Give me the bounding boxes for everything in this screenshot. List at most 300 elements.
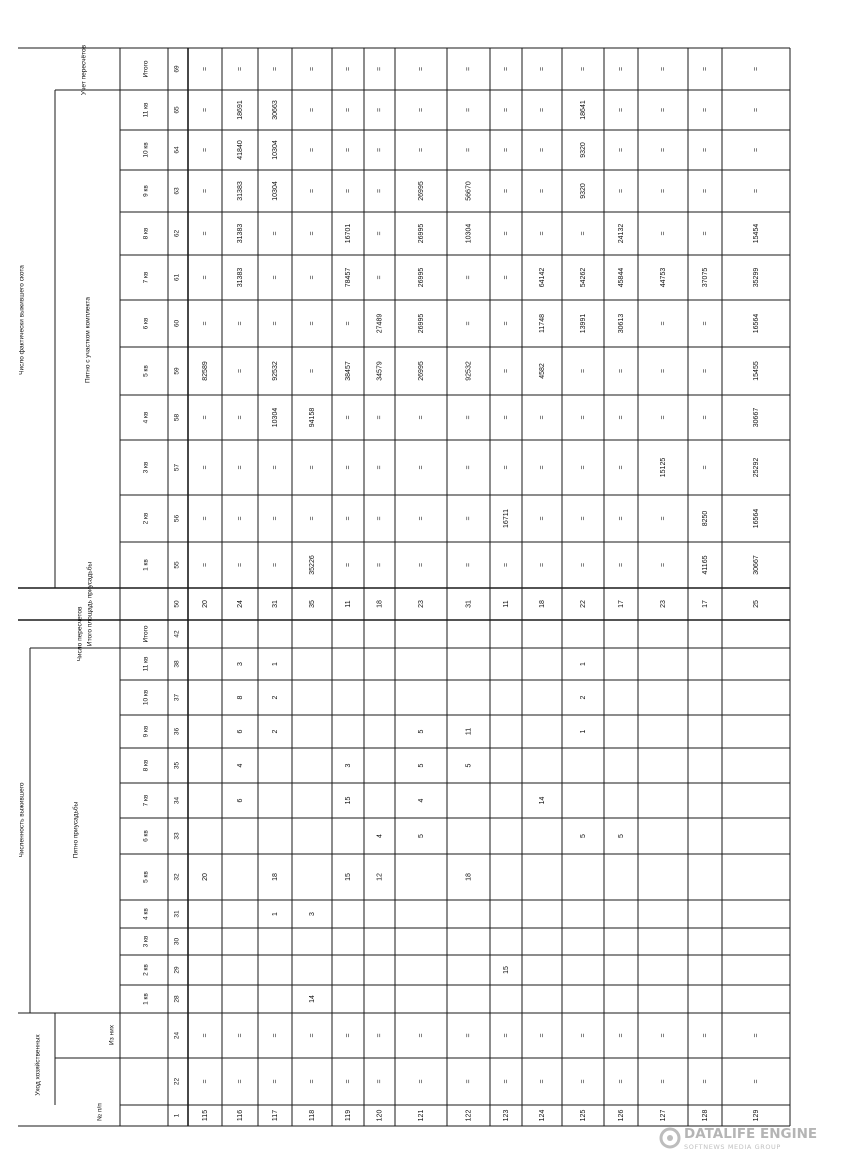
cell-value: 31383: [236, 267, 244, 288]
section-title-left: Численность выжившего: [18, 782, 26, 858]
cell-value: 18691: [236, 100, 244, 120]
column-number: 35: [173, 761, 181, 770]
cell-value: 24132: [617, 223, 625, 244]
cell-value: =: [236, 415, 244, 420]
cell-value: 15: [344, 796, 352, 805]
cell-value: =: [659, 415, 667, 420]
cell-value: =: [752, 107, 760, 113]
cell-value: 41165: [701, 555, 709, 575]
cell-value: =: [417, 1033, 425, 1038]
cell-value: =: [344, 516, 352, 521]
cell-value: =: [752, 1079, 760, 1084]
cell-value: =: [659, 188, 667, 194]
cell-value: =: [701, 147, 709, 153]
cell-value: 54262: [579, 267, 587, 288]
cell-value: 1: [579, 662, 587, 666]
cell-value: 8250: [701, 510, 709, 527]
cell-value: 10304: [271, 181, 279, 201]
cell-value: =: [701, 368, 709, 374]
cell-value: =: [308, 275, 316, 280]
month-label: 5 кв: [142, 871, 150, 883]
cell-value: =: [502, 368, 510, 374]
cell-value: 20: [201, 873, 209, 881]
cell-value: =: [417, 465, 425, 470]
cell-value: =: [201, 275, 209, 280]
cell-value: 6: [236, 798, 244, 803]
cell-value: =: [344, 465, 352, 470]
cell-value: =: [538, 516, 546, 521]
cell-value: =: [417, 107, 425, 113]
cell-value: =: [308, 465, 316, 470]
cell-value: =: [344, 1079, 352, 1084]
cell-value: =: [417, 147, 425, 153]
cell-value: 18641: [579, 100, 587, 120]
cell-value: =: [502, 107, 510, 113]
cell-value: =: [579, 368, 587, 374]
cell-value: =: [617, 1079, 625, 1084]
cell-value: 26995: [417, 361, 425, 381]
cell-value: 25: [752, 600, 760, 608]
cell-value: 3: [344, 763, 352, 768]
column-number: 29: [173, 966, 181, 974]
cell-value: 35299: [752, 267, 760, 288]
watermark-brand: DATALIFE ENGINE: [684, 1126, 818, 1142]
cell-value: =: [308, 66, 316, 72]
cell-value: =: [417, 1079, 425, 1084]
cell-value: =: [701, 321, 709, 326]
row-number: 129: [752, 1109, 760, 1122]
cell-value: =: [271, 275, 279, 280]
cell-value: 5: [617, 834, 625, 838]
cell-value: =: [659, 562, 667, 568]
cell-value: 24: [236, 600, 244, 608]
cell-value: =: [308, 321, 316, 326]
cell-value: 17: [701, 600, 709, 608]
cell-value: =: [308, 147, 316, 153]
column-number: 37: [173, 693, 181, 702]
cell-value: =: [201, 107, 209, 113]
cell-value: =: [701, 188, 709, 194]
cell-value: =: [271, 66, 279, 72]
row-number: 117: [271, 1109, 279, 1122]
column-number: 33: [173, 832, 181, 840]
cell-value: 30663: [271, 100, 279, 120]
cell-value: 16564: [752, 508, 760, 529]
cell-value: 23: [659, 600, 667, 608]
month-label: 2 кв: [142, 512, 150, 525]
row-number: 121: [417, 1109, 425, 1122]
cell-value: 14: [308, 995, 316, 1003]
cell-value: 26995: [417, 267, 425, 288]
cell-value: =: [271, 1079, 279, 1084]
section-subtitle-left: Пятно приусадьбы: [72, 801, 80, 859]
cell-value: =: [201, 188, 209, 194]
cell-value: =: [701, 415, 709, 420]
cell-value: =: [376, 562, 384, 568]
cell-value: =: [376, 66, 384, 72]
month-label: 3 кв: [142, 461, 150, 474]
cell-value: =: [376, 275, 384, 280]
cell-value: =: [617, 188, 625, 194]
cell-value: =: [502, 231, 510, 236]
month-label: Итого: [142, 625, 150, 643]
cell-value: 31: [465, 600, 473, 608]
cell-value: =: [236, 516, 244, 521]
cell-value: =: [502, 562, 510, 568]
header-other: Учет пересчётов: [80, 44, 88, 96]
month-label: 6 кв: [142, 830, 150, 842]
column-number: 61: [173, 273, 181, 282]
cell-value: 17: [617, 600, 625, 608]
cell-value: =: [201, 1079, 209, 1084]
month-label: Итого: [142, 60, 150, 78]
cell-value: 41840: [236, 140, 244, 160]
row-number: 127: [659, 1109, 667, 1122]
cell-value: 5: [417, 763, 425, 768]
month-label: 2 кв: [142, 964, 150, 976]
cell-value: =: [659, 1079, 667, 1084]
cell-value: =: [701, 231, 709, 236]
cell-value: 9320: [579, 142, 587, 158]
row-number: 126: [617, 1109, 625, 1122]
cell-value: =: [308, 231, 316, 236]
cell-value: =: [236, 368, 244, 374]
cell-value: 11: [465, 727, 473, 736]
cell-value: =: [617, 562, 625, 568]
cell-value: 22: [579, 600, 587, 608]
cell-value: =: [538, 465, 546, 470]
cell-value: =: [417, 415, 425, 420]
cell-value: =: [659, 147, 667, 153]
cell-value: 3: [308, 912, 316, 916]
cell-value: =: [659, 368, 667, 374]
column-number: 55: [173, 561, 181, 569]
cell-value: =: [201, 516, 209, 521]
cell-value: =: [465, 465, 473, 470]
month-label: 5 кв: [142, 365, 150, 377]
cell-value: =: [236, 66, 244, 72]
cell-value: =: [538, 1033, 546, 1038]
cell-value: =: [617, 516, 625, 521]
cell-value: =: [701, 66, 709, 72]
column-number: 34: [173, 796, 181, 805]
cell-value: 16564: [752, 313, 760, 334]
cell-value: =: [201, 415, 209, 420]
cell-value: 92532: [465, 361, 473, 381]
cell-value: =: [465, 147, 473, 153]
cell-value: =: [617, 415, 625, 420]
watermark-sub: SOFTNEWS MEDIA GROUP: [684, 1143, 781, 1151]
cell-value: =: [376, 147, 384, 153]
cell-value: 6: [236, 729, 244, 734]
cell-value: =: [579, 516, 587, 521]
cell-value: 30667: [752, 407, 760, 428]
cell-value: 12: [376, 873, 384, 881]
column-number: 58: [173, 413, 181, 422]
cell-value: 5: [417, 729, 425, 734]
month-label: 11 кв: [142, 102, 150, 118]
cell-value: =: [308, 107, 316, 113]
cell-value: =: [344, 188, 352, 194]
cell-value: 11: [344, 600, 352, 608]
cell-value: =: [376, 231, 384, 236]
cell-value: =: [201, 231, 209, 236]
cell-value: 5: [579, 834, 587, 838]
cell-value: =: [308, 368, 316, 374]
cell-value: 10304: [271, 407, 279, 428]
column-number: 57: [173, 463, 181, 472]
column-number: 62: [173, 229, 181, 238]
cell-value: =: [617, 368, 625, 374]
row-number: 119: [344, 1109, 352, 1122]
cell-value: =: [538, 415, 546, 420]
cell-value: =: [344, 1033, 352, 1038]
cell-value: =: [502, 275, 510, 280]
column-number: 50: [173, 600, 181, 608]
cell-value: 35: [308, 600, 316, 608]
cell-value: =: [201, 66, 209, 72]
column-number: 42: [173, 630, 181, 638]
cell-value: =: [659, 321, 667, 326]
cell-value: 18: [538, 600, 546, 608]
cell-value: 3: [236, 662, 244, 666]
column-number: 59: [173, 367, 181, 375]
cell-value: 2: [271, 729, 279, 734]
month-label: 6 кв: [142, 317, 150, 330]
cell-value: 10304: [465, 223, 473, 244]
cell-value: 11: [502, 600, 510, 608]
cell-value: =: [502, 1079, 510, 1084]
cell-value: 78457: [344, 267, 352, 288]
column-number: 36: [173, 727, 181, 736]
cell-value: 44753: [659, 267, 667, 288]
cell-value: =: [376, 1033, 384, 1038]
cell-value: 13991: [579, 313, 587, 334]
cell-value: =: [465, 1033, 473, 1038]
month-label: 10 кв: [142, 689, 150, 706]
cell-value: =: [538, 147, 546, 153]
cell-value: =: [465, 275, 473, 280]
cell-value: 4: [376, 834, 384, 838]
cell-value: =: [579, 415, 587, 420]
month-label: 8 кв: [142, 227, 150, 240]
cell-value: =: [538, 1079, 546, 1084]
cell-value: =: [579, 465, 587, 470]
cell-value: 64142: [538, 267, 546, 288]
cell-value: 94158: [308, 407, 316, 428]
cell-value: =: [502, 415, 510, 420]
cell-value: =: [465, 66, 473, 72]
cell-value: =: [752, 66, 760, 72]
cell-value: =: [502, 465, 510, 470]
cell-value: 18: [271, 873, 279, 881]
cell-value: 11748: [538, 314, 546, 333]
cell-value: =: [376, 465, 384, 470]
cell-value: =: [376, 415, 384, 420]
cell-value: 26995: [417, 313, 425, 334]
cell-value: 45844: [617, 267, 625, 288]
month-label: 4 кв: [142, 411, 150, 424]
cell-value: =: [659, 1033, 667, 1038]
cell-value: =: [201, 562, 209, 568]
column-number: 24: [173, 1031, 181, 1040]
cell-value: =: [417, 516, 425, 521]
header-head-sub: Уход хозяйственных: [34, 1034, 42, 1096]
cell-value: 30667: [752, 555, 760, 575]
cell-value: =: [236, 562, 244, 568]
cell-value: =: [417, 66, 425, 72]
cell-value: =: [701, 107, 709, 113]
cell-value: 18: [465, 873, 473, 881]
row-number: 125: [579, 1109, 587, 1122]
month-label: 10 кв: [142, 142, 150, 158]
cell-value: =: [538, 562, 546, 568]
cell-value: =: [502, 147, 510, 153]
cell-value: =: [344, 66, 352, 72]
cell-value: =: [271, 562, 279, 568]
cell-value: =: [701, 1033, 709, 1038]
row-number: 122: [465, 1109, 473, 1122]
cell-value: =: [465, 1079, 473, 1084]
cell-value: 56670: [465, 181, 473, 201]
cell-value: 5: [417, 834, 425, 838]
cell-value: =: [659, 231, 667, 236]
cell-value: 5: [465, 763, 473, 768]
cell-value: =: [701, 1079, 709, 1084]
cell-value: 31383: [236, 181, 244, 201]
cell-value: =: [465, 107, 473, 113]
cell-value: 31383: [236, 223, 244, 244]
cell-value: =: [465, 321, 473, 326]
month-label: 7 кв: [142, 271, 150, 284]
row-number: 124: [538, 1109, 546, 1122]
header-prim: Из них: [108, 1025, 116, 1045]
cell-value: =: [579, 231, 587, 236]
cell-value: =: [502, 66, 510, 72]
cell-value: =: [502, 1033, 510, 1038]
section-title-right: Число фактически выжившего скота: [18, 265, 26, 375]
cell-value: 20: [201, 600, 209, 608]
cell-value: 9320: [579, 183, 587, 199]
month-label: 11 кв: [142, 656, 150, 672]
month-label: 9 кв: [142, 725, 150, 738]
cell-value: =: [308, 516, 316, 521]
cell-value: =: [236, 1033, 244, 1038]
cell-value: =: [201, 321, 209, 326]
cell-value: 14: [538, 796, 546, 805]
cell-value: =: [465, 562, 473, 568]
cell-value: =: [376, 516, 384, 521]
cell-value: 4582: [538, 363, 546, 379]
month-label: 3 кв: [142, 935, 150, 948]
cell-value: 34579: [376, 361, 384, 381]
cell-value: 8: [236, 695, 244, 700]
cell-value: =: [344, 107, 352, 113]
cell-value: 31: [271, 600, 279, 608]
cell-value: =: [579, 562, 587, 568]
cell-value: =: [659, 107, 667, 113]
month-label: 1 кв: [142, 993, 150, 1005]
cell-value: =: [752, 1033, 760, 1038]
cell-value: =: [617, 147, 625, 153]
cell-value: =: [344, 562, 352, 568]
cell-value: 18: [376, 600, 384, 608]
cell-value: 2: [579, 695, 587, 700]
cell-value: 37075: [701, 267, 709, 288]
cell-value: =: [579, 1033, 587, 1038]
column-number: 60: [173, 319, 181, 328]
cell-value: 16711: [502, 509, 510, 528]
cell-value: 23: [417, 600, 425, 608]
cell-value: =: [701, 465, 709, 470]
cell-value: =: [617, 1033, 625, 1038]
header-rowno: № п/п: [96, 1103, 104, 1121]
month-label: 9 кв: [142, 185, 150, 197]
cell-value: =: [376, 188, 384, 194]
cell-value: 26995: [417, 223, 425, 244]
cell-value: 15: [344, 873, 352, 881]
cell-value: 15: [502, 966, 510, 974]
column-number: 64: [173, 146, 181, 154]
cell-value: =: [308, 188, 316, 194]
cell-value: 92532: [271, 361, 279, 381]
cell-value: 35226: [308, 555, 316, 575]
row-number: 115: [201, 1109, 209, 1122]
row-number: 120: [376, 1109, 384, 1122]
column-number: 38: [173, 660, 181, 668]
cell-value: =: [308, 1033, 316, 1038]
month-label: 1 кв: [142, 559, 150, 571]
cell-value: =: [417, 562, 425, 568]
cell-value: =: [236, 465, 244, 470]
cell-value: =: [271, 465, 279, 470]
cell-value: =: [236, 1079, 244, 1084]
column-number: 63: [173, 187, 181, 195]
cell-value: 27489: [376, 313, 384, 334]
row-number: 116: [236, 1109, 244, 1122]
cell-value: =: [752, 147, 760, 153]
cell-value: =: [201, 147, 209, 153]
cell-value: =: [538, 188, 546, 194]
cell-value: =: [659, 66, 667, 72]
cell-value: 15125: [659, 457, 667, 478]
cell-value: =: [752, 188, 760, 194]
cell-value: =: [236, 321, 244, 326]
cell-value: =: [271, 321, 279, 326]
cell-value: =: [579, 1079, 587, 1084]
cell-value: =: [308, 1079, 316, 1084]
header-total: Итого площадь приусадьбы: [86, 561, 94, 647]
cell-value: =: [617, 66, 625, 72]
cell-value: =: [344, 321, 352, 326]
watermark: [656, 1124, 836, 1154]
cell-value: =: [201, 465, 209, 470]
cell-value: =: [579, 66, 587, 72]
cell-value: =: [538, 107, 546, 113]
header-note: Число пересчетов: [76, 606, 84, 662]
column-number: 56: [173, 514, 181, 523]
cell-value: 16701: [344, 223, 352, 244]
cell-value: 38457: [344, 361, 352, 381]
cell-value: =: [465, 516, 473, 521]
cell-value: 1: [271, 912, 279, 916]
month-label: 8 кв: [142, 759, 150, 772]
cell-value: =: [538, 231, 546, 236]
cell-value: =: [201, 1033, 209, 1038]
cell-value: =: [617, 465, 625, 470]
column-number: 69: [173, 65, 181, 73]
cell-value: =: [376, 1079, 384, 1084]
